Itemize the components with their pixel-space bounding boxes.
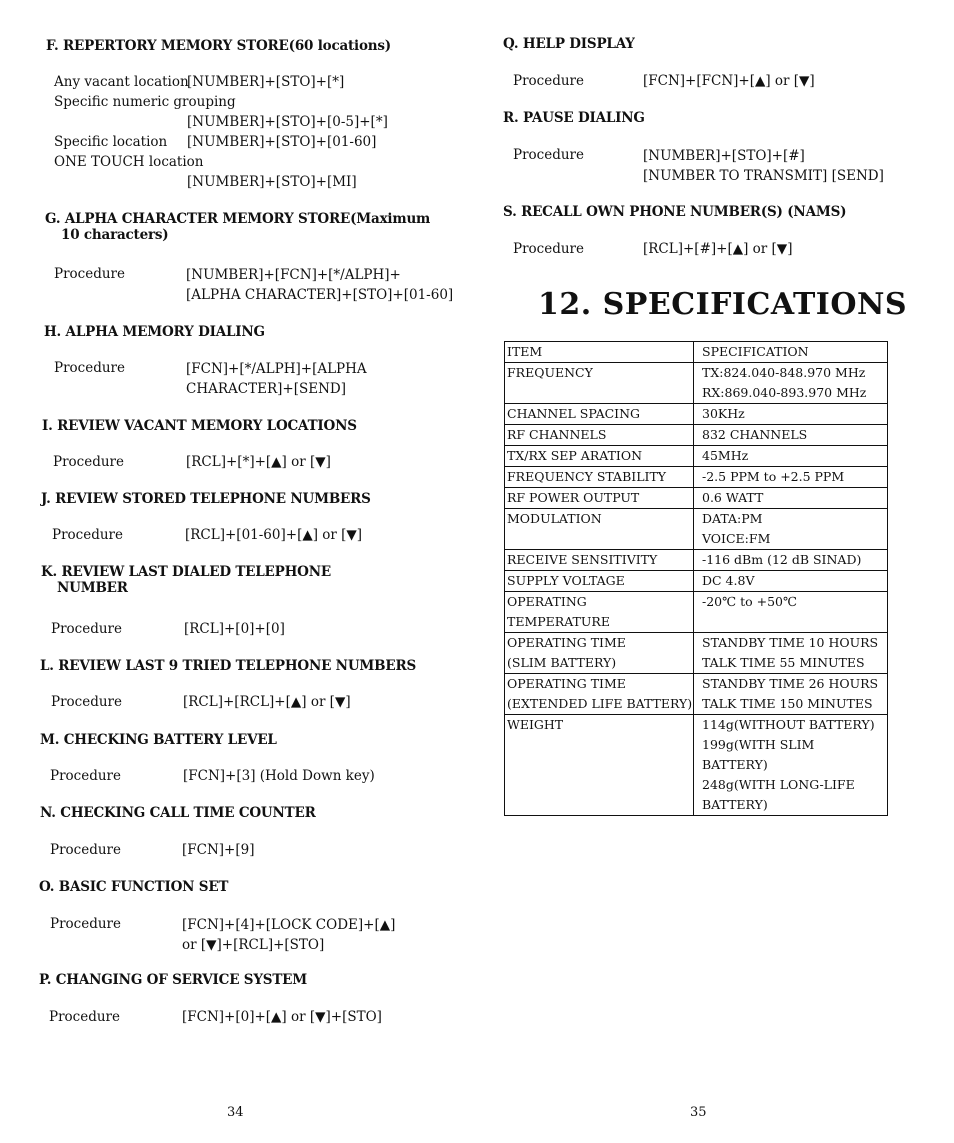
page-number-left: 34: [227, 1105, 244, 1120]
section-j-label: Procedure: [52, 527, 123, 543]
spec-item-text: FREQUENCY STABILITY: [507, 469, 667, 484]
spec-value-cell: [694, 363, 888, 404]
section-f-line-6-value: [NUMBER]+[STO]+[MI]: [187, 174, 357, 190]
table-header-row: [505, 342, 888, 363]
section-i-heading: I. REVIEW VACANT MEMORY LOCATIONS: [42, 418, 357, 434]
specifications-title: 12. SPECIFICATIONS: [538, 287, 908, 322]
table-header-item: ITEM: [505, 342, 694, 363]
table-row: [505, 674, 888, 715]
section-o-label: Procedure: [50, 916, 121, 932]
section-m-heading: M. CHECKING BATTERY LEVEL: [40, 732, 277, 748]
spec-value-cell: [694, 674, 888, 715]
section-i-label: Procedure: [53, 454, 124, 470]
section-n-heading: N. CHECKING CALL TIME COUNTER: [40, 805, 316, 821]
spec-item-cell: [505, 550, 694, 571]
spec-item-cell: [505, 467, 694, 488]
spec-item-text: TX/RX SEP ARATION: [507, 448, 643, 463]
section-p-label: Procedure: [49, 1009, 120, 1025]
section-f-line-4-value: [NUMBER]+[STO]+[01-60]: [187, 134, 377, 150]
spec-item-text: TEMPERATURE: [507, 614, 610, 629]
section-s-value: [RCL]+[#]+[▲] or [▼]: [643, 241, 793, 257]
spec-value-text: 199g(WITH SLIM: [702, 737, 815, 752]
spec-value-text: 832 CHANNELS: [702, 427, 808, 442]
spec-value-cell: [694, 488, 888, 509]
spec-item-cell: [505, 633, 694, 674]
spec-value-text: -2.5 PPM to +2.5 PPM: [702, 469, 845, 484]
section-f-line-4-label: Specific location: [54, 134, 168, 150]
section-k-heading-line2: NUMBER: [57, 580, 128, 596]
spec-item-text: FREQUENCY: [507, 365, 593, 380]
section-q-value: [FCN]+[FCN]+[▲] or [▼]: [643, 73, 815, 89]
section-n-value: [FCN]+[9]: [182, 842, 255, 858]
section-g-heading-line2: 10 characters): [61, 227, 169, 243]
spec-value-cell: [694, 446, 888, 467]
table-row: [505, 715, 888, 816]
spec-value-text: BATTERY): [702, 797, 768, 812]
section-k-heading: [41, 564, 331, 596]
table-row: [505, 404, 888, 425]
table-row: [505, 550, 888, 571]
section-r-heading: R. PAUSE DIALING: [503, 110, 645, 126]
table-row: [505, 363, 888, 404]
spec-item-cell: [505, 404, 694, 425]
section-k-value: [RCL]+[0]+[0]: [184, 621, 285, 637]
section-h-heading: H. ALPHA MEMORY DIALING: [44, 324, 265, 340]
section-s-heading: S. RECALL OWN PHONE NUMBER(S) (NAMS): [503, 204, 847, 220]
spec-value-text: STANDBY TIME 26 HOURS: [702, 676, 879, 691]
section-o-value: [182, 915, 395, 955]
section-i-value: [RCL]+[*]+[▲] or [▼]: [186, 454, 331, 470]
spec-value-cell: [694, 550, 888, 571]
section-h-label: Procedure: [54, 360, 125, 376]
section-h-value-line1: [FCN]+[*/ALPH]+[ALPHA: [186, 361, 367, 377]
section-g-value-line1: [NUMBER]+[FCN]+[*/ALPH]+: [186, 267, 401, 283]
section-o-value-line1: [FCN]+[4]+[LOCK CODE]+[▲]: [182, 917, 396, 933]
spec-item-cell: [505, 425, 694, 446]
section-h-value: [186, 359, 367, 399]
section-q-label: Procedure: [513, 73, 584, 89]
spec-value-text: STANDBY TIME 10 HOURS: [702, 635, 879, 650]
spec-value-text: TX:824.040-848.970 MHz: [702, 365, 866, 380]
section-p-heading: P. CHANGING OF SERVICE SYSTEM: [39, 972, 308, 988]
spec-value-text: DC 4.8V: [702, 573, 755, 588]
spec-item-cell: [505, 674, 694, 715]
section-g-value-line2: [ALPHA CHARACTER]+[STO]+[01-60]: [186, 287, 454, 303]
section-f-line-1-value: [NUMBER]+[STO]+[*]: [187, 74, 345, 90]
spec-value-cell: [694, 592, 888, 633]
section-m-value: [FCN]+[3] (Hold Down key): [183, 768, 375, 784]
spec-item-cell: [505, 571, 694, 592]
table-header-spec: SPECIFICATION: [694, 342, 888, 363]
table-row: [505, 467, 888, 488]
spec-item-text: OPERATING TIME: [507, 635, 626, 650]
section-r-value-line1: [NUMBER]+[STO]+[#]: [643, 148, 805, 164]
section-f-heading: F. REPERTORY MEMORY STORE(60 locations): [46, 38, 391, 54]
spec-item-text: MODULATION: [507, 511, 602, 526]
section-j-value: [RCL]+[01-60]+[▲] or [▼]: [185, 527, 363, 543]
section-g-value: [186, 265, 453, 305]
spec-value-text: 45MHz: [702, 448, 749, 463]
spec-item-text: (SLIM BATTERY): [507, 655, 617, 670]
spec-item-text: (EXTENDED LIFE BATTERY): [507, 696, 693, 711]
spec-value-text: TALK TIME 55 MINUTES: [702, 655, 865, 670]
spec-value-text: 114g(WITHOUT BATTERY): [702, 717, 875, 732]
page-number-right: 35: [690, 1105, 707, 1120]
table-row: [505, 425, 888, 446]
spec-value-text: BATTERY): [702, 757, 768, 772]
spec-item-text: OPERATING: [507, 594, 587, 609]
section-g-heading-line1: G. ALPHA CHARACTER MEMORY STORE(Maximum: [45, 211, 431, 227]
section-f-line-1-label: Any vacant location: [54, 74, 189, 90]
section-p-value: [FCN]+[0]+[▲] or [▼]+[STO]: [182, 1009, 382, 1025]
section-q-heading: Q. HELP DISPLAY: [503, 36, 635, 52]
section-r-value-line2: [NUMBER TO TRANSMIT] [SEND]: [643, 168, 884, 184]
spec-value-cell: [694, 467, 888, 488]
section-j-heading: J. REVIEW STORED TELEPHONE NUMBERS: [41, 491, 371, 507]
section-m-label: Procedure: [50, 768, 121, 784]
spec-item-text: RF CHANNELS: [507, 427, 607, 442]
spec-value-cell: [694, 425, 888, 446]
spec-value-text: TALK TIME 150 MINUTES: [702, 696, 873, 711]
section-s-label: Procedure: [513, 241, 584, 257]
section-h-value-line2: CHARACTER]+[SEND]: [186, 381, 346, 397]
section-g-heading: [45, 211, 430, 243]
section-l-value: [RCL]+[RCL]+[▲] or [▼]: [183, 694, 351, 710]
table-row: [505, 633, 888, 674]
spec-item-text: RF POWER OUTPUT: [507, 490, 640, 505]
section-r-label: Procedure: [513, 147, 584, 163]
table-row: [505, 488, 888, 509]
section-k-label: Procedure: [51, 621, 122, 637]
spec-item-cell: [505, 446, 694, 467]
spec-item-text: OPERATING TIME: [507, 676, 626, 691]
spec-value-text: 0.6 WATT: [702, 490, 764, 505]
specifications-table: [504, 341, 888, 816]
spec-item-cell: [505, 509, 694, 550]
spec-item-text: RECEIVE SENSITIVITY: [507, 552, 658, 567]
spec-value-text: VOICE:FM: [702, 531, 771, 546]
section-k-heading-line1: K. REVIEW LAST DIALED TELEPHONE: [41, 564, 331, 580]
spec-item-cell: [505, 592, 694, 633]
section-g-label: Procedure: [54, 266, 125, 282]
spec-item-text: SUPPLY VOLTAGE: [507, 573, 625, 588]
spec-item-text: CHANNEL SPACING: [507, 406, 641, 421]
spec-value-cell: [694, 404, 888, 425]
section-l-heading: L. REVIEW LAST 9 TRIED TELEPHONE NUMBERS: [40, 658, 417, 674]
spec-item-text: WEIGHT: [507, 717, 564, 732]
section-r-value: [643, 146, 884, 186]
section-n-label: Procedure: [50, 842, 121, 858]
section-f-line-5-label: ONE TOUCH location: [54, 154, 204, 170]
spec-value-text: -116 dBm (12 dB SINAD): [702, 552, 862, 567]
section-l-label: Procedure: [51, 694, 122, 710]
spec-value-text: -20℃ to +50℃: [702, 594, 797, 609]
spec-value-text: DATA:PM: [702, 511, 763, 526]
section-f-line-2-label: Specific numeric grouping: [54, 94, 236, 110]
section-f-line-3-value: [NUMBER]+[STO]+[0-5]+[*]: [187, 114, 388, 130]
section-o-value-line2: or [▼]+[RCL]+[STO]: [182, 937, 325, 953]
table-row: [505, 571, 888, 592]
spec-value-text: 30KHz: [702, 406, 745, 421]
spec-value-cell: [694, 509, 888, 550]
spec-value-text: 248g(WITH LONG-LIFE: [702, 777, 855, 792]
spec-value-text: RX:869.040-893.970 MHz: [702, 385, 867, 400]
table-row: [505, 509, 888, 550]
spec-item-cell: [505, 363, 694, 404]
spec-item-cell: [505, 715, 694, 816]
spec-item-cell: [505, 488, 694, 509]
spec-value-cell: [694, 571, 888, 592]
table-row: [505, 592, 888, 633]
table-row: [505, 446, 888, 467]
spec-value-cell: [694, 633, 888, 674]
spec-value-cell: [694, 715, 888, 816]
section-o-heading: O. BASIC FUNCTION SET: [39, 879, 229, 895]
